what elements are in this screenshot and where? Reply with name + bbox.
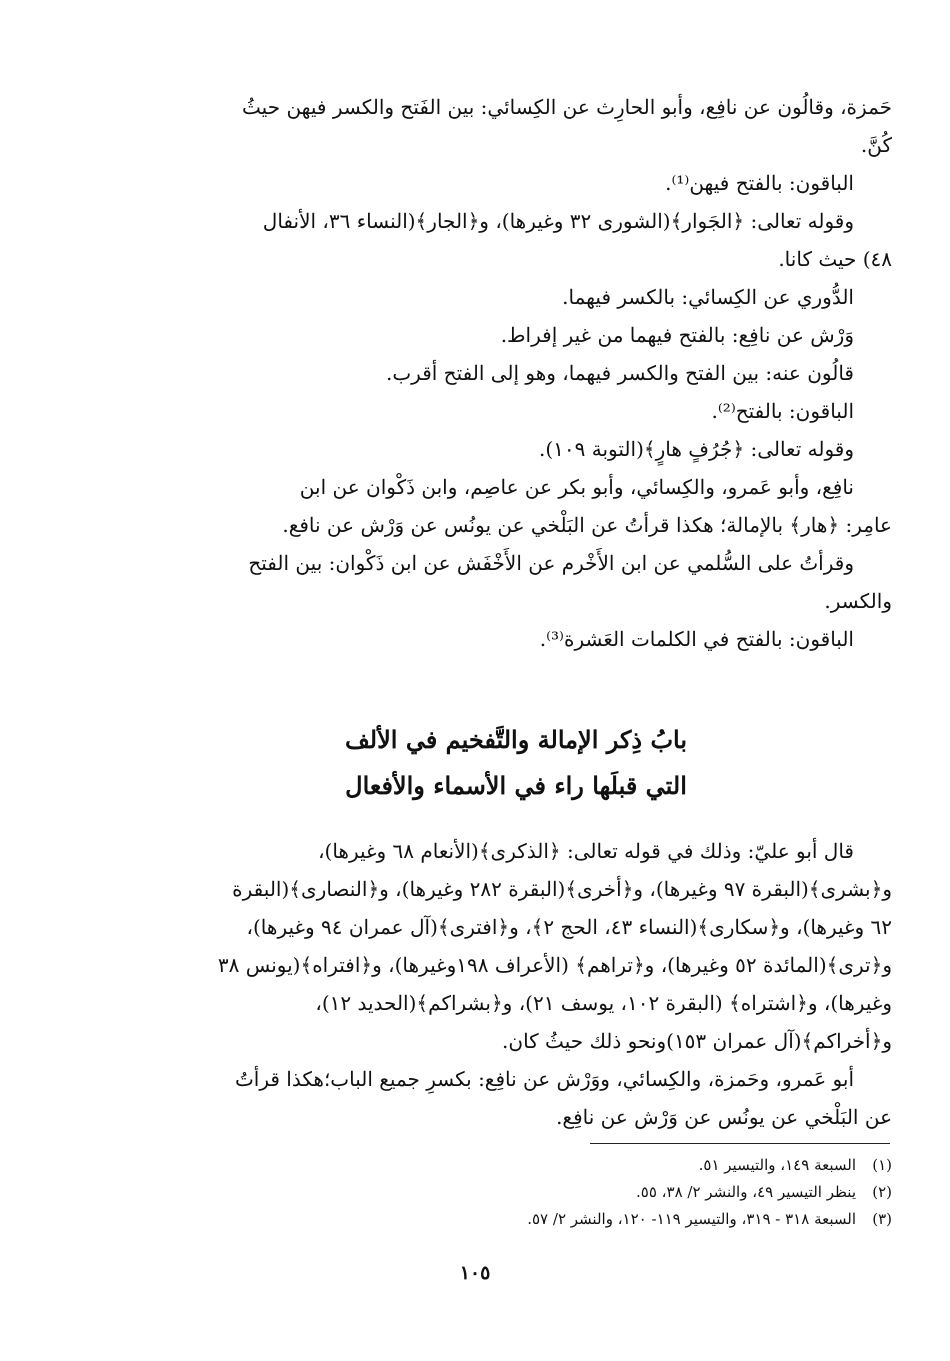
footnotes (140, 1152, 892, 1233)
text-line: و﴿أخراكم﴾(آل عمران ١٥٣)ونحو ذلك حيثُ كان. (502, 1029, 892, 1053)
text-line: الباقون: بالفتح فيهن⁽¹⁾. (665, 171, 854, 195)
text-line: نافِع، وأبو عَمرو، والكِسائي، وأبو بكر عن عاصِم، وابن ذَكْوان عن ابن (299, 475, 854, 499)
body-text-top (140, 88, 892, 658)
text-line: وقرأتُ على السُّلمي عن ابن الأَخْرم عن الأَخْفَش عن ابن ذَكْوان: بين الفتح (248, 551, 854, 575)
footnote-number: (١) (872, 1156, 892, 1174)
text-line: الباقون: بالفتح في الكلمات العَشرة⁽³⁾. (539, 627, 854, 651)
section-heading (140, 720, 892, 806)
text-line: كُنَّ. (860, 133, 892, 157)
footnote (140, 1152, 892, 1179)
text-line: عن البَلْخي عن يونُس عن وَرْش عن نافِع. (556, 1105, 892, 1129)
footnote (140, 1206, 892, 1233)
text-line: والكسر. (824, 589, 892, 613)
text-line: ٤٨) حيث كانا. (778, 247, 892, 271)
text-line: وغيرها)، و﴿اشتراه﴾ (البقرة ١٠٢، يوسف ٢١)، و﴿بشراكم﴾(الحديد ١٢)، (315, 991, 892, 1015)
text-line: حَمزة، وقالُون عن نافِع، وأبو الحارِث عن الكِسائي: بين الفَتح والكسر فيهن حيثُ (242, 95, 892, 119)
footnote-text: السبعة ٣١٨ - ٣١٩، والتيسير ١١٩- ١٢٠، والنشر ٢/ ٥٧. (527, 1210, 856, 1228)
text-line: و﴿بشرى﴾(البقرة ٩٧ وغيرها)، و﴿أخرى﴾(البقرة ٢٨٢ وغيرها)، و﴿النصارى﴾(البقرة (232, 877, 892, 901)
text-line: الباقون: بالفتح⁽²⁾. (711, 399, 854, 423)
footnote-text: السبعة ١٤٩، والتيسير ٥١. (698, 1156, 856, 1174)
text-line: قال أبو عليّ: وذلك في قوله تعالى: ﴿الذكرى﴾(الأنعام ٦٨ وغيرها)، (318, 839, 854, 863)
text-line: عامِر: ﴿هار﴾ بالإمالة؛ هكذا قرأتُ عن البَلْخي عن يونُس عن وَرْش عن نافع. (282, 513, 892, 537)
footnote-number: (٢) (872, 1183, 892, 1201)
text-line: قالُون عنه: بين الفتح والكسر فيهما، وهو إلى الفتح أقرب. (385, 361, 854, 385)
footnote-number: (٣) (872, 1210, 892, 1228)
footnote (140, 1179, 892, 1206)
text-line: الدُّوري عن الكِسائي: بالكسر فيهما. (562, 285, 854, 309)
text-line: ٦٢ وغيرها)، و﴿سكارى﴾(النساء ٤٣، الحج ٢﴾، و﴿افترى﴾(آل عمران ٩٤ وغيرها)، (246, 915, 892, 939)
footnote-text: ينظر التيسير ٤٩، والنشر ٢/ ٣٨، ٥٥. (636, 1183, 856, 1201)
section-heading-line-1: بابُ ذِكر الإمالة والتَّفخيم في الألف (344, 725, 688, 754)
body-text-bottom (140, 832, 892, 1136)
text-line: وقوله تعالى: ﴿جُرُفٍ هارٍ﴾(التوبة ١٠٩). (539, 437, 854, 461)
text-line: وَرْش عن نافِع: بالفتح فيهما من غير إفراط. (500, 323, 854, 347)
text-line: أبو عَمرو، وحَمزة، والكِسائي، ووَرْش عن نافِع: بكسرِ جميع الباب؛هكذا قرأتُ (234, 1067, 854, 1091)
section-heading-line-2: التي قبلَها راء في الأسماء والأفعال (345, 771, 687, 800)
text-line: و﴿ترى﴾(المائدة ٥٢ وغيرها)، و﴿تراهم﴾ (الأعراف ١٩٨وغيرها)، و﴿افتراه﴾(يونس ٣٨ (217, 953, 892, 977)
footnote-divider (590, 1143, 890, 1144)
text-line: وقوله تعالى: ﴿الجَوار﴾(الشورى ٣٢ وغيرها)، و﴿الجار﴾(النساء ٣٦، الأنفال (262, 209, 854, 233)
page-number: ١٠٥ (459, 1262, 491, 1284)
